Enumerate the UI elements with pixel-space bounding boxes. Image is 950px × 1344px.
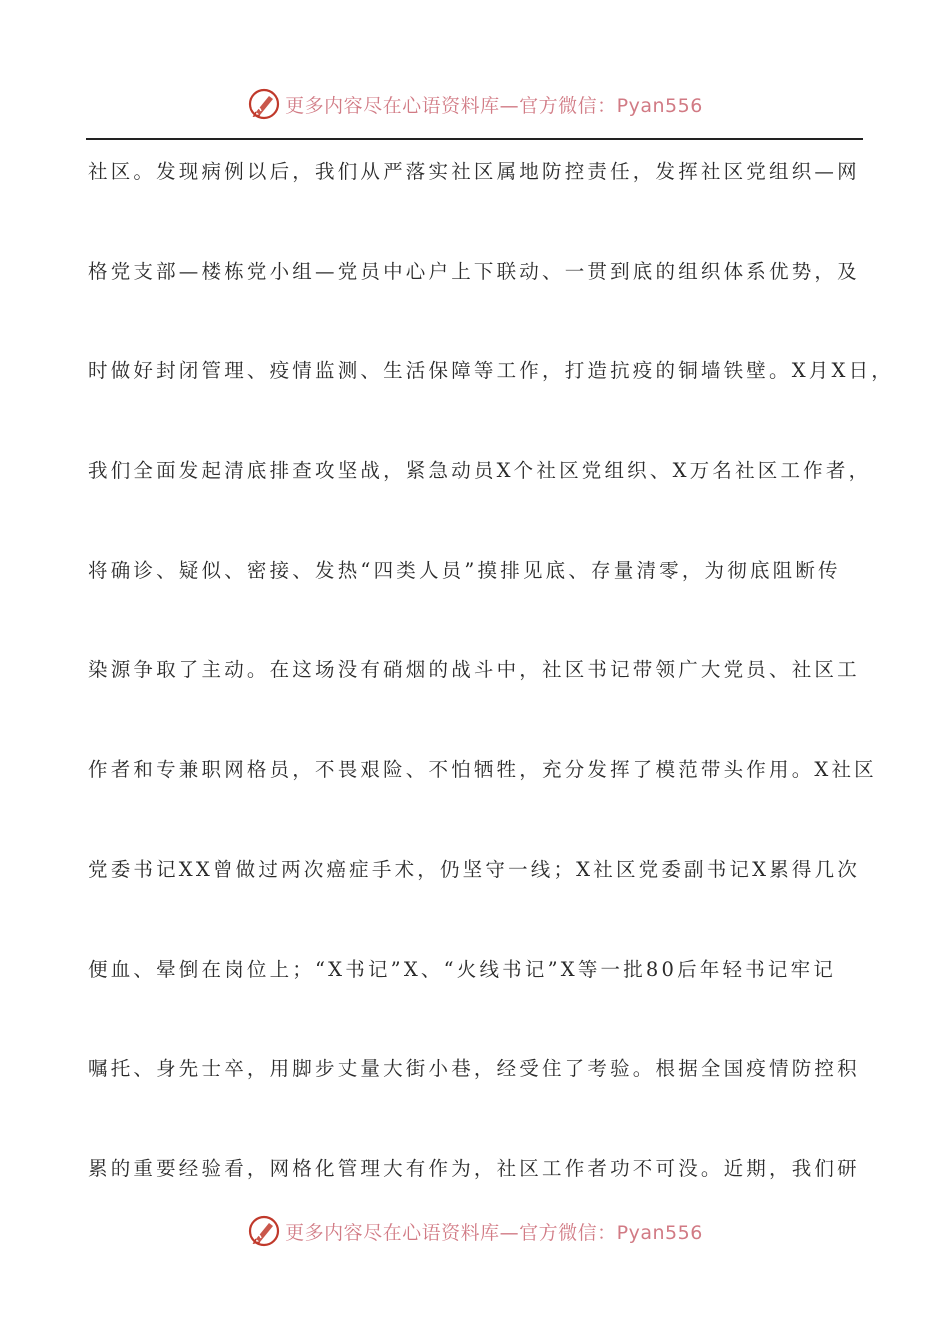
header-banner-text: 更多内容尽在心语资料库—官方微信：Pyan556 [285,94,703,117]
text-line: 党委书记XX曾做过两次癌症手术，仍坚守一线；X社区党委副书记X累得几次 [88,857,861,881]
footer-banner [0,1211,950,1251]
text-line: 时做好封闭管理、疫情监测、生活保障等工作，打造抗疫的铜墙铁壁。X月X日， [88,359,894,383]
document-body [88,152,894,1249]
text-line: 便血、晕倒在岗位上；“X书记”X、“火线书记”X等一批80后年轻书记牢记 [88,957,837,981]
text-line: 将确诊、疑似、密接、发热“四类人员”摸排见底、存量清零，为彻底阻断传 [88,558,841,582]
text-line: 作者和专兼职网格员，不畏艰险、不怕牺牲，充分发挥了模范带头作用。X社区 [88,758,877,782]
text-line: 嘱托、身先士卒，用脚步丈量大街小巷，经受住了考验。根据全国疫情防控积 [88,1057,860,1081]
footer-banner-text: 更多内容尽在心语资料库—官方微信：Pyan556 [285,1221,703,1244]
pen-seal-icon [247,87,281,121]
text-line: 染源争取了主动。在这场没有硝烟的战斗中，社区书记带领广大党员、社区工 [88,658,860,682]
header-banner [0,84,950,124]
pen-seal-icon [247,1214,281,1248]
text-line: 我们全面发起清底排查攻坚战，紧急动员X个社区党组织、X万名社区工作者， [88,459,872,483]
text-line: 社区。发现病例以后，我们从严落实社区属地防控责任，发挥社区党组织—网 [88,160,860,183]
text-line: 累的重要经验看，网格化管理大有作为，社区工作者功不可没。近期，我们研 [88,1156,860,1180]
text-line: 格党支部—楼栋党小组—党员中心户上下联动、一贯到底的组织体系优势，及 [88,259,860,283]
header-divider [86,138,863,140]
